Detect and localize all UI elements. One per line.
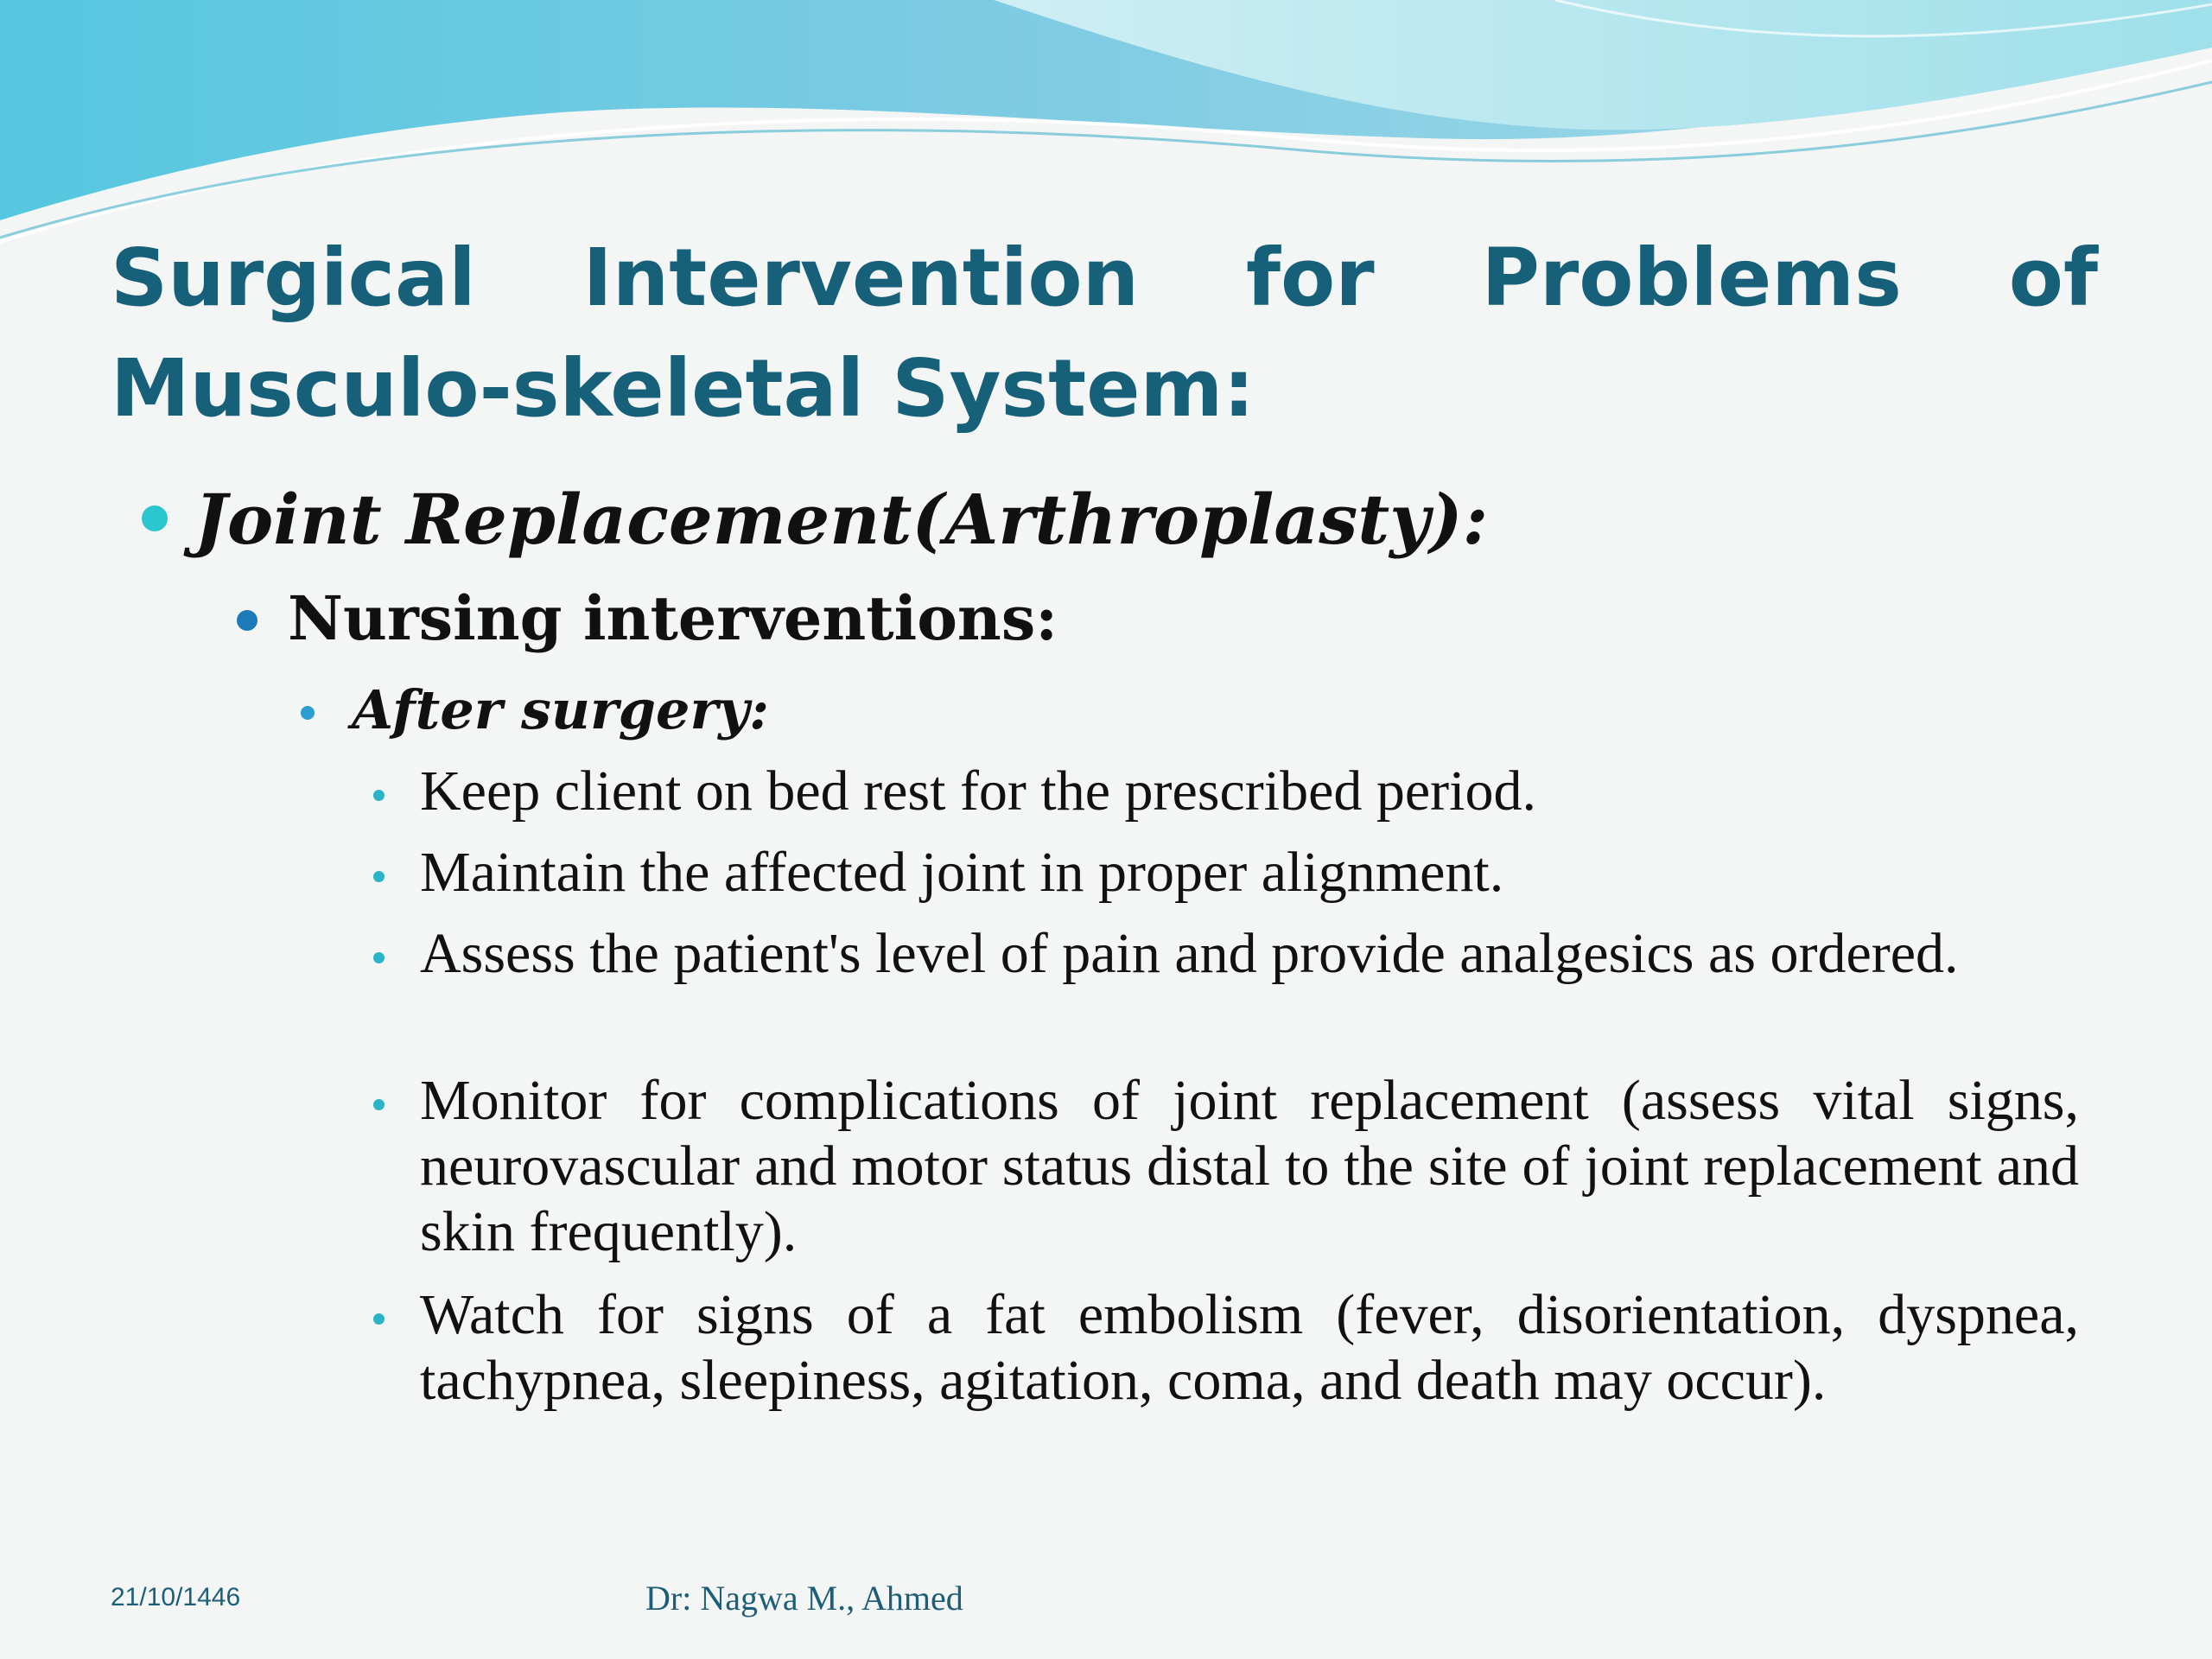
phase-heading: After surgery:: [352, 678, 770, 741]
subtopic-heading: Nursing interventions:: [288, 582, 1058, 654]
bullet-level4: [373, 790, 385, 801]
bullet-level4: [373, 871, 385, 882]
footer-author: Dr: Nagwa M., Ahmed: [645, 1579, 963, 1618]
list-item: Assess the patient's level of pain and provide analgesics as ordered.: [420, 922, 1959, 985]
footer-date: 21/10/1446: [111, 1583, 241, 1611]
list-item: Watch for signs of a fat embolism (fever, disorientation, dyspnea, tachypnea, sleepiness, agitation, coma, and death may occur).: [420, 1283, 2079, 1412]
bullet-level4: [373, 1313, 385, 1325]
bullet-level4: [373, 952, 385, 963]
bullet-level2: [237, 610, 257, 631]
header-wave-decoration: [0, 0, 2212, 259]
list-item: Keep client on bed rest for the prescribed period.: [420, 760, 1536, 823]
list-item: Monitor for complications of joint replacement (assess vital signs, neurovascular and motor status distal to the site of joint replacement and skin frequently).: [420, 1069, 2079, 1263]
bullet-level3: [301, 706, 315, 720]
topic-heading: Joint Replacement(Arthroplasty):: [194, 479, 1489, 560]
bullet-level1: [142, 505, 168, 531]
bullet-level4: [373, 1099, 385, 1110]
slide-title: Surgical Intervention for Problems of Musculo-skeletal System:: [111, 232, 2098, 435]
list-item: Maintain the affected joint in proper alignment.: [420, 841, 1504, 904]
